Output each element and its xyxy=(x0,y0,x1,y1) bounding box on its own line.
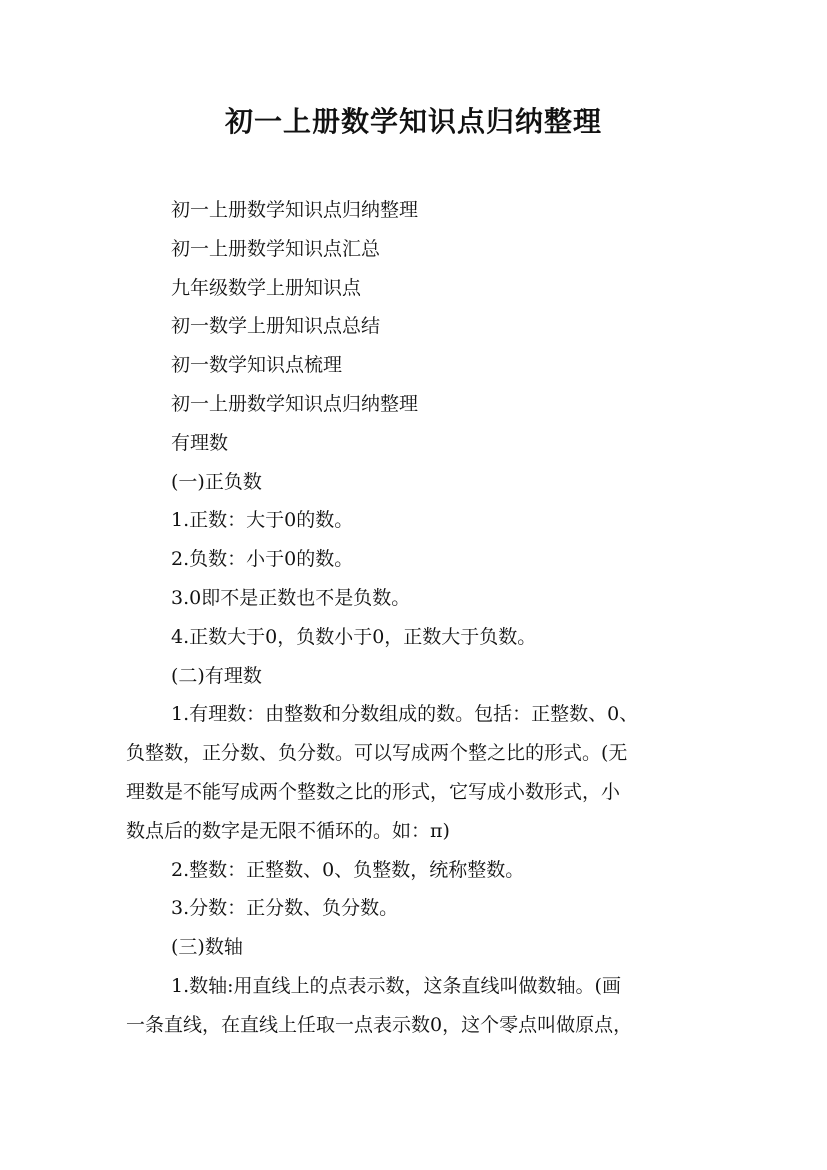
document-line: 初一上册数学知识点归纳整理 xyxy=(171,199,419,221)
document-line: 3.分数：正分数、负分数。 xyxy=(171,897,399,920)
document-line: 3.0即不是正数也不是负数。 xyxy=(171,586,411,609)
document-line: 2.整数：正整数、0、负整数，统称整数。 xyxy=(171,858,525,881)
document-line: 数点后的数字是无限不循环的。如：π) xyxy=(126,819,450,842)
document-line: 九年级数学上册知识点 xyxy=(171,276,362,299)
document-line: 初一数学上册知识点总结 xyxy=(171,315,381,338)
document-line: 1.数轴:用直线上的点表示数，这条直线叫做数轴。(画 xyxy=(171,974,621,997)
document-line: 4.正数大于0，负数小于0，正数大于负数。 xyxy=(171,625,537,648)
document-line: 理数是不能写成两个整数之比的形式，它写成小数形式，小 xyxy=(126,780,621,803)
document-line: 初一数学知识点梳理 xyxy=(171,354,343,377)
document-line: 初一上册数学知识点汇总 xyxy=(171,237,381,260)
document-line: 一条直线，在直线上任取一点表示数0，这个零点叫做原点， xyxy=(126,1013,633,1036)
document-line: 初一上册数学知识点归纳整理 xyxy=(171,392,419,415)
document-line: 1.正数：大于0的数。 xyxy=(171,509,354,532)
document-line: 1.有理数：由整数和分数组成的数。包括：正整数、0、 xyxy=(171,703,639,726)
subsection-heading: (三)数轴 xyxy=(171,936,243,959)
section-heading: 有理数 xyxy=(171,431,229,454)
document-line: 2.负数：小于0的数。 xyxy=(171,548,354,571)
document-line: 负整数，正分数、负分数。可以写成两个整之比的形式。(无 xyxy=(126,742,628,765)
document-title: 初一上册数学知识点归纳整理 xyxy=(224,105,602,138)
subsection-heading: (二)有理数 xyxy=(171,664,262,687)
subsection-heading: (一)正负数 xyxy=(171,470,262,493)
document-body xyxy=(126,191,716,1045)
